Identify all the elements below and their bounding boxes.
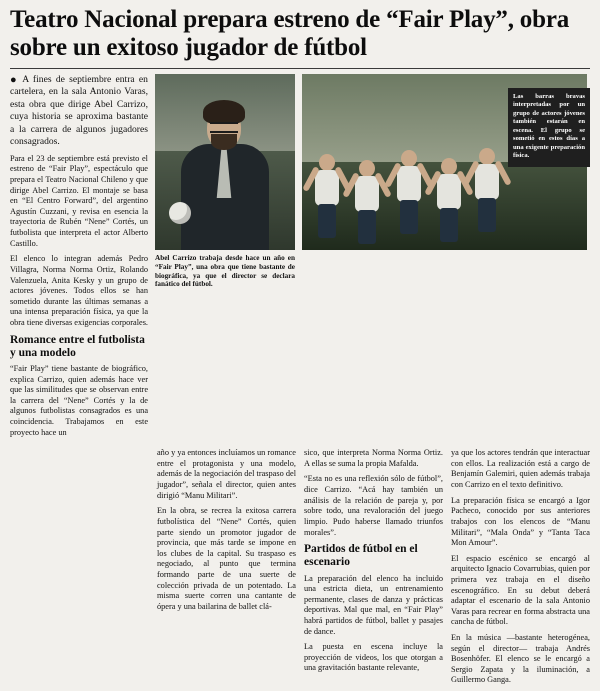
column-one (10, 74, 148, 443)
actor-figure (392, 150, 426, 236)
sidebar-note-barras-bravas: Las barras bravas interpretadas por un grupo de actores jóvenes también estarán en escena. El grupo se sometió en estos días a una exigente preparación física. (508, 88, 590, 167)
column-four (451, 448, 590, 691)
col2-paragraph-1: año y ya entonces incluíamos un romance entre el protagonista y una modelo, además de la negociación del traspaso del jugador”, señala el director, quien antes dirigió “Manu Militari”. (157, 448, 296, 500)
director-beard (211, 134, 237, 150)
actor-figure (350, 160, 384, 246)
col4-paragraph-3: El espacio escénico se encargó al arquitecto Ignacio Covarrubias, quien por primera vez trabaja en el diseño escenográfico. En su debut deberá adaptar el escenario de la sala Antonio Varas para recrear en forma abstracta una cancha de fútbol. (451, 553, 590, 627)
col1-paragraph-1: Para el 23 de septiembre está previsto el estreno de “Fair Play”, espectáculo que prepara el Teatro Nacional Chileno y que dirige Abel Carrizo. El montaje se basa en “El Centro Forward”, del argentino Agustín Cuzzani, y revisa en esencia la trayectoria de Rubén “Nene” Cortés, un futbolista que interpreta el actor Alberto Castillo. (10, 153, 148, 248)
headline-divider (10, 68, 590, 69)
column-two (157, 448, 296, 617)
col3-paragraph-1: sico, que interpreta Norma Norma Ortiz. A ellas se suma la propia Mafalda. (304, 448, 443, 468)
col4-paragraph-1: ya que los actores tendrán que interactuar con ellos. La realización está a cargo de Benjamín Galemiri, quien además trabaja con Carrizo en el texto definitivo. (451, 448, 590, 490)
column-three (304, 448, 443, 679)
director-hair (203, 100, 245, 124)
subhead-romance: Romance entre el futbolista y una modelo (10, 333, 145, 359)
col4-paragraph-2: La preparación física se encargó a Igor Pacheco, conocido por sus anteriores trabajos con los elencos de “Manu Militari”, “Mala Onda” y “Tanta Taca Mon Amour”. (451, 495, 590, 548)
photo-director (155, 74, 295, 250)
col1b-paragraph-1: “Fair Play” tiene bastante de biográfico, explica Carrizo, quien además hace ver que las similitudes que se observan entre la carrera del “Nene” Cortés y la de algunos futbolistas consagrados es una coincidencia. Trabajamos en este proyecto hace un (10, 364, 148, 437)
lead-paragraph (10, 74, 148, 149)
article-top-section (10, 74, 590, 443)
photo-crowd-block (302, 74, 587, 250)
actor-figure (432, 158, 466, 244)
subhead-partidos: Partidos de fútbol en el escenario (304, 543, 418, 569)
glasses-icon (210, 122, 238, 133)
lead-text: A fines de septiembre entra en cartelera, en la sala Antonio Varas, esta obra que dirige Abel Carrizo, cuya historia se aproxima bastante a la carrera de algunos jugadores consagrados. (10, 74, 148, 148)
col3-paragraph-2: “Esta no es una reflexión sólo de fútbol”, dice Carrizo. “Acá hay también un análisis de la relación de pareja y, por sobre todo, una revaloración del juego limpio. Pudo haberse llamado triunfos morales”. (304, 474, 443, 537)
col3b-paragraph-2: La puesta en escena incluye la proyección de videos, los que otorgan a una gravitación bastante relevante, (304, 642, 443, 673)
col3b-paragraph-1: La preparación del elenco ha incluido una estricta dieta, un entrenamiento permanente, clases de danza y prácticas deportivas. Mal que mal, en “Fair Play” habrá partidos de fútbol, ballet y pasajes de dance. (304, 573, 443, 636)
col1-paragraph-2: El elenco lo integran además Pedro Villagra, Norma Norma Ortiz, Rolando Valenzuela, Anita Kesky y un grupo de actores jóvenes. Todos ellos se han sometido durante las últimas semanas a una intensa preparación física, ya que la obra tiene diversas exigencias corporales. (10, 254, 148, 327)
col2-paragraph-2: En la obra, se recrea la exitosa carrera futbolística del “Nene” Cortés, quien parte siendo un promotor jugador de provincia, que más tarde se impone en los clubes de la capital. Su traspaso es negociado, al punto que termina formando parte de una suerte de colección privada de un potentado. La misma suerte corren una cantante de ópera y una bailarina de ballet clá- (157, 506, 296, 611)
page-headline: Teatro Nacional prepara estreno de “Fair Play”, obra sobre un exitoso jugador de fútbol (10, 6, 570, 61)
soccer-ball-icon (169, 202, 191, 224)
bullet-icon: ● (10, 73, 19, 86)
article-lower-section (10, 448, 590, 691)
photo-director-block (155, 74, 295, 289)
actor-figure (310, 154, 344, 240)
photo-caption-director: Abel Carrizo trabaja desde hace un año en “Fair Play”, una obra que tiene bastante de biográfica, ya que el director se declara fanático del fútbol. (155, 254, 295, 289)
col4-paragraph-4: En la música —bastante heterogénea, según el director— trabaja Andrés Bosenhöfer. El elenco se le encargó a Sergio Zapata y la iluminación, a Guillermo Ganga. (451, 633, 590, 685)
actor-figure (470, 148, 504, 234)
